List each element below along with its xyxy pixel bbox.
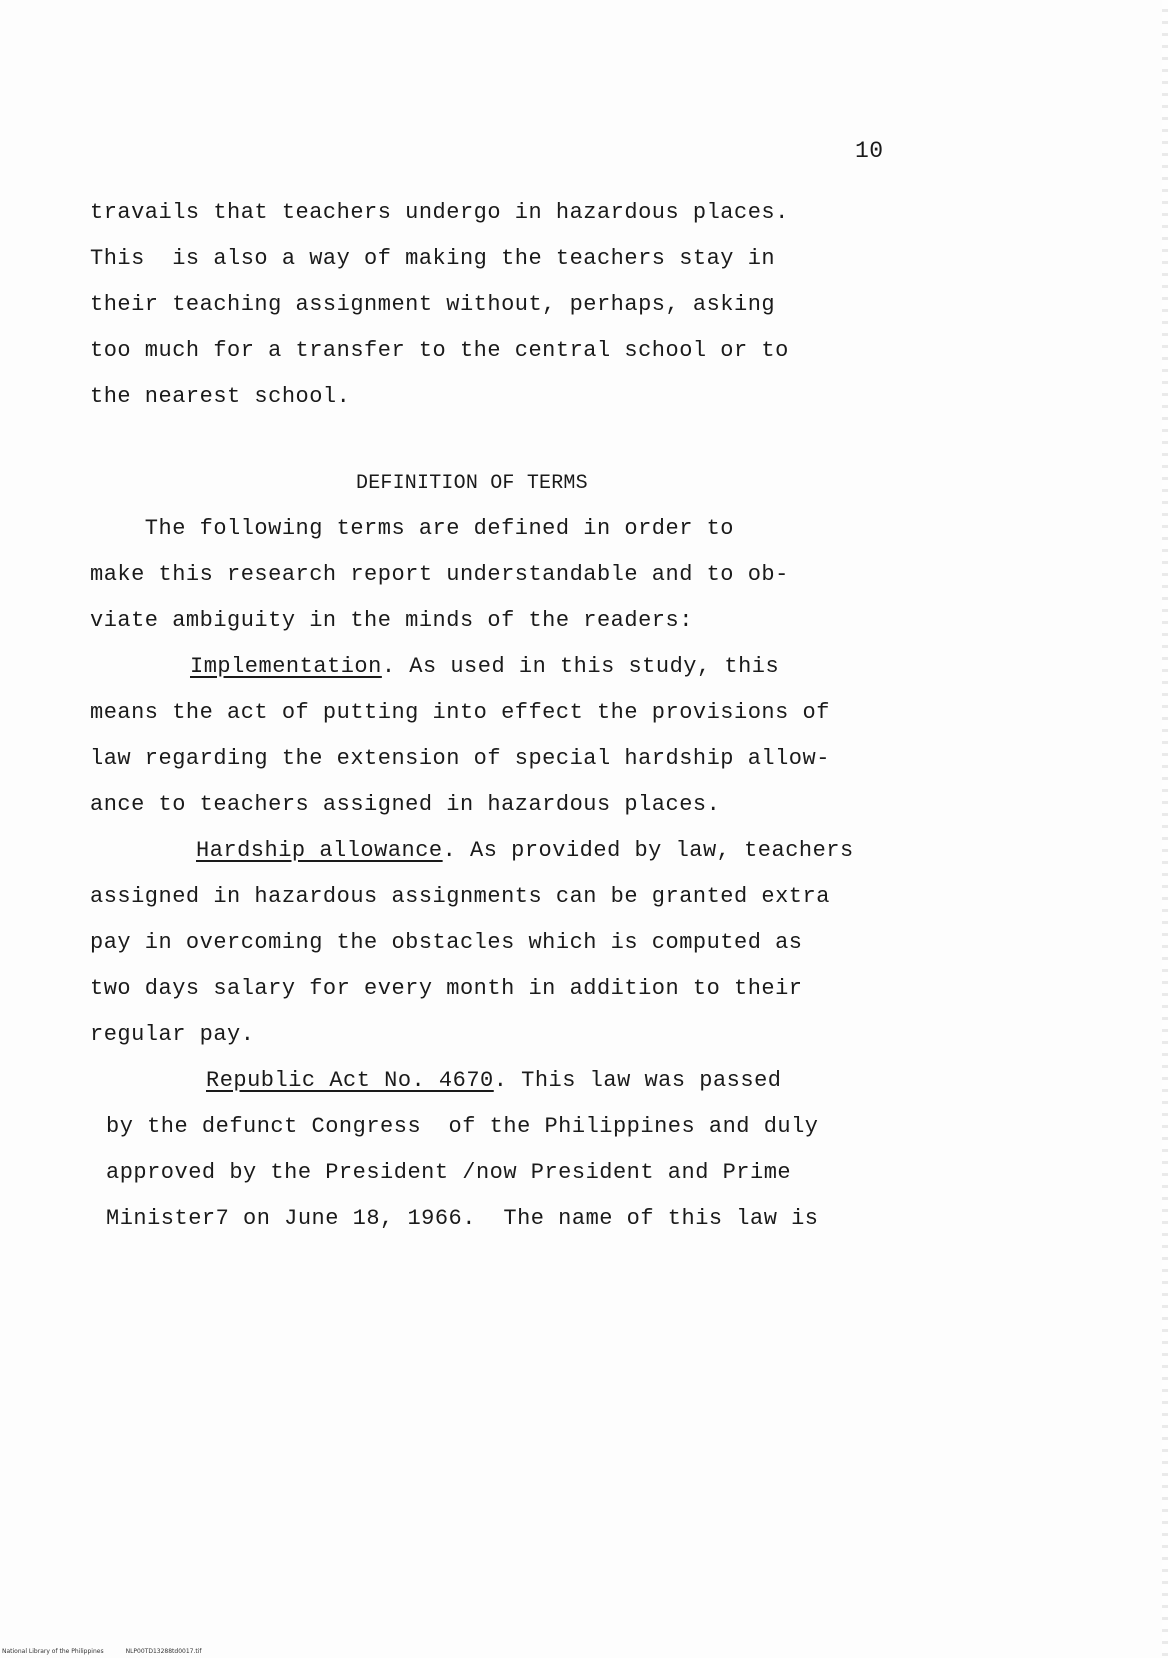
scan-edge-artifact [1162,0,1168,1658]
footer-file: NLP00TD13288td0017.tif [125,1648,202,1655]
paragraph-line: the nearest school. [90,384,351,409]
paragraph-line: This is also a way of making the teachers stay in [90,246,776,271]
term-implementation-rest: . As used in this study, this [381,654,780,679]
paragraph-line: their teaching assignment without, perhaps, asking [90,292,776,317]
definition-line: two days salary for every month in addition to their [90,976,803,1001]
definition-line: ance to teachers assigned in hazardous places. [90,792,721,817]
definition-line: by the defunct Congress of the Philippines and duly [106,1114,819,1139]
definition-line: approved by the President /now President and Prime [106,1160,792,1185]
term-hardship-rest: . As provided by law, teachers [442,838,854,863]
paragraph-line: travails that teachers undergo in hazardous places. [90,200,789,225]
term-republic-act-rest: . This law was passed [493,1068,782,1093]
intro-line: make this research report understandable and to ob- [90,562,789,587]
term-implementation: Implementation [190,654,382,679]
definition-line: pay in overcoming the obstacles which is computed as [90,930,803,955]
scan-footer [2,1648,224,1655]
term-republic-act-line [206,1068,782,1093]
page-number: 10 [855,138,884,164]
term-implementation-line [190,654,779,679]
intro-line: viate ambiguity in the minds of the readers: [90,608,693,633]
intro-line: The following terms are defined in order to [90,516,735,541]
definition-line: law regarding the extension of special hardship allow- [90,746,830,771]
definition-line: Minister7 on June 18, 1966. The name of this law is [106,1206,819,1231]
footer-library: National Library of the Philippines [2,1648,104,1655]
definition-line: means the act of putting into effect the provisions of [90,700,830,725]
term-hardship-line [196,838,854,863]
section-heading: DEFINITION OF TERMS [356,472,588,495]
term-republic-act: Republic Act No. 4670 [206,1068,494,1093]
definition-line: regular pay. [90,1022,255,1047]
paragraph-line: too much for a transfer to the central school or to [90,338,789,363]
definition-line: assigned in hazardous assignments can be granted extra [90,884,830,909]
term-hardship-allowance: Hardship allowance [196,838,443,863]
